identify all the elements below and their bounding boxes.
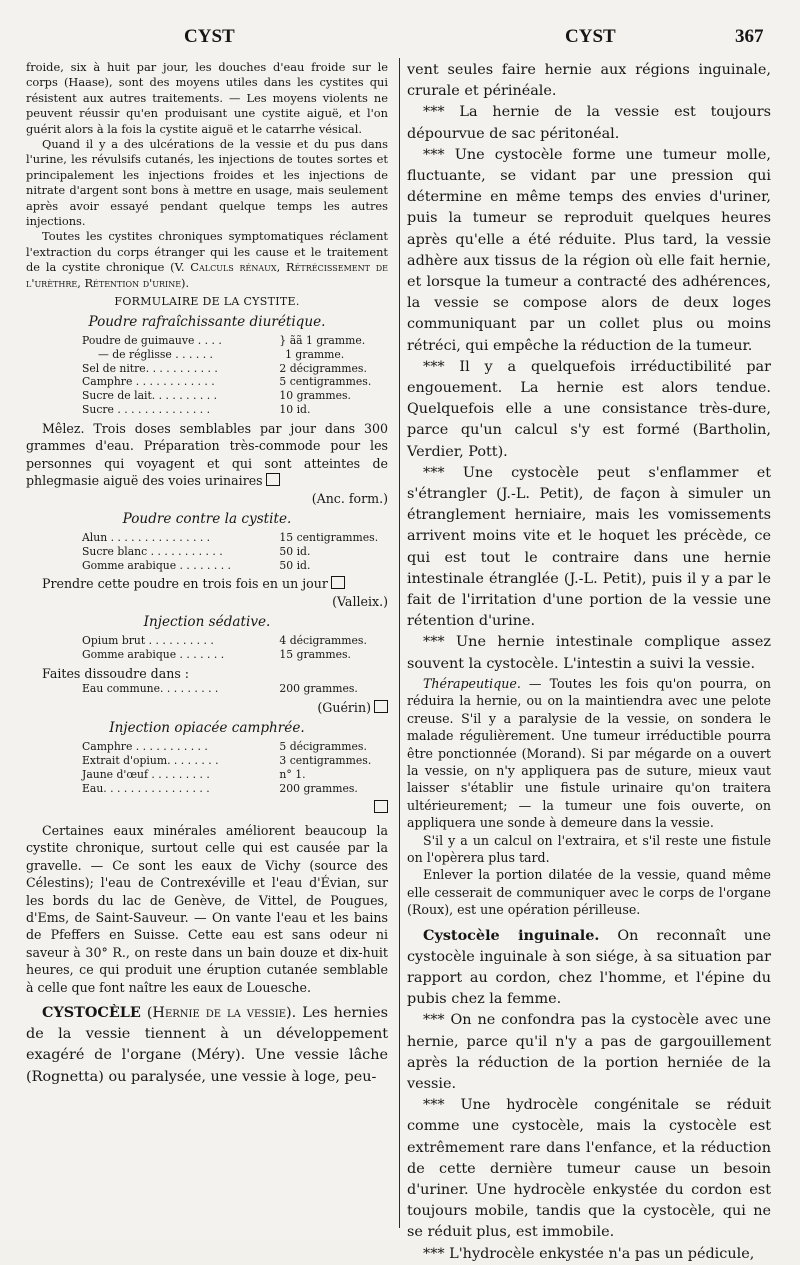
paragraph: *** La hernie de la vessie est toujours dépourvue de sac péritonéal. bbox=[407, 104, 771, 142]
ingredient-qty: 5 centigrammes. bbox=[279, 375, 372, 389]
recipe-source: (Anc. form.) bbox=[311, 490, 388, 506]
source-text: (Guérin) bbox=[317, 699, 371, 715]
paragraph: S'il y a un calcul on l'extraira, et s'il reste une fistule on l'opèrera plus tard. bbox=[407, 832, 771, 865]
running-head-left: CYST bbox=[184, 26, 235, 47]
recipe-instructions bbox=[26, 420, 388, 490]
therapeutic-text: — Toutes les fois qu'on pourra, on réduira la hernie, ou on la maintiendra avec une pelote creuse. S'il y a paralysie de la vessie, on sondera le malade régulièrement. Une tumeur irréductible pourra être ponctionnée (Morand). Si par mégarde on a ouvert la vessie, on n'y appliquera pas de suture, mieux vaut laisser s'établir une fistule urinaire qu'on traitera ultérieurement; — la tumeur une fois ouverte, on appliquera une sonde à demeure dans la vessie. bbox=[407, 675, 771, 831]
ingredient-row bbox=[82, 559, 388, 573]
ingredient-qty: 50 id. bbox=[279, 544, 311, 558]
ingredient-row bbox=[82, 403, 388, 417]
box-symbol-icon bbox=[266, 473, 280, 486]
ingredient-name: Sucre blanc . . . . . . . . . . . bbox=[82, 544, 223, 558]
ingredient-name: Extrait d'opium. . . . . . . . bbox=[82, 754, 219, 768]
ingredient-name: Opium brut . . . . . . . . . . bbox=[82, 634, 214, 648]
ingredient-qty: 5 décigrammes. bbox=[279, 740, 367, 754]
ingredient-name: Sucre de lait. . . . . . . . . . bbox=[82, 389, 218, 403]
entry-subtitle: (Hernie de la vessie). bbox=[146, 1004, 297, 1021]
ingredient-qty: 15 centigrammes. bbox=[279, 530, 379, 544]
column-divider bbox=[399, 58, 400, 1228]
recipe-end-mark bbox=[26, 799, 388, 816]
recipe-source: (Valleix.) bbox=[332, 593, 388, 609]
recipe-ingredients bbox=[82, 531, 388, 572]
instructions-text: Mêlez. Trois doses semblables par jour dans 300 grammes d'eau. Préparation très-commode pour les personnes qui voyagent et qui sont atteintes de phlegmasie aiguë des voies urinaires bbox=[26, 420, 388, 489]
instructions-text: Prendre cette poudre en trois fois en un jour bbox=[42, 576, 328, 592]
ingredient-name: Eau commune. . . . . . . . . bbox=[82, 682, 219, 696]
box-symbol-icon bbox=[374, 700, 388, 713]
ingredient-qty: } ãã 1 gramme. bbox=[279, 334, 366, 348]
cross-reference: V. Calculs rénaux, Rétrécissement de l'urèthre, Rétention d'urine bbox=[26, 260, 388, 290]
paragraph: *** Une hernie intestinale complique assez souvent la cystocèle. L'intestin a suivi la vessie. bbox=[407, 634, 771, 672]
ingredient-qty: 1 gramme. bbox=[285, 347, 345, 361]
ingredient-qty: 4 décigrammes. bbox=[279, 634, 367, 648]
ingredient-row bbox=[82, 362, 388, 376]
ingredient-row bbox=[82, 648, 388, 662]
recipe-source bbox=[26, 699, 388, 716]
paragraph: Certaines eaux minérales améliorent beaucoup la cystite chronique, surtout celle qui est causée par la gravelle. — Ce sont les eaux de Vichy (source des Célestins); l'eau de Contrexéville et l'eau d'Évian, sur les bords du lac de Genève, de Vittel, de Pougues, d'Ems, de Saint-Sauveur. — On vante l'eau et les bains de Pfeffers en Suisse. Cette eau est sans odeur ni saveur à 30° R., on reste dans un bain douze et dix-huit heures, ce qui produit une éruption cutanée semblable à celle que font naître les eaux de Louesche. bbox=[26, 822, 388, 995]
ingredient-row bbox=[82, 334, 388, 348]
ingredient-qty: n° 1. bbox=[279, 767, 306, 781]
ingredient-name: Gomme arabique . . . . . . . . bbox=[82, 558, 231, 572]
ingredient-name: Camphre . . . . . . . . . . . . bbox=[82, 375, 215, 389]
paragraph-text: Toutes les cystites chroniques symptomatiques réclament l'extraction du corps étranger qui les cause et le traitement de la cystite chronique ( bbox=[26, 229, 388, 275]
formulary-title: FORMULAIRE DE LA CYSTITE. bbox=[114, 295, 300, 309]
ingredient-row bbox=[82, 740, 388, 754]
entry-cystocele-inguinale bbox=[407, 925, 771, 1011]
ingredient-name: — de réglisse . . . . . . bbox=[98, 347, 213, 361]
paragraph: *** Il y a quelquefois irréductibilité par engouement. La hernie est alors tendue. Quelquefois elle a une consistance très-dure, parce qu'un calcul s'y est formé (Bartholin, Verdier, Pott). bbox=[407, 358, 771, 460]
entry-headword: Cystocèle inguinale. bbox=[423, 926, 600, 944]
ingredient-row bbox=[82, 634, 388, 648]
therapeutic-paragraph bbox=[407, 675, 771, 832]
ingredient-name: Jaune d'œuf . . . . . . . . . bbox=[82, 767, 210, 781]
ingredient-name: Gomme arabique . . . . . . . bbox=[82, 647, 225, 661]
entry-text: Les hernies de la vessie tiennent à un développement exagéré de l'organe (Méry). Une vessie lâche (Rognetta) ou paralysée, une vessie à loge, peu- bbox=[26, 1004, 389, 1085]
ingredient-row bbox=[82, 682, 388, 696]
entry-cystocele bbox=[26, 1002, 388, 1088]
ingredient-qty: 10 id. bbox=[279, 403, 311, 417]
paragraph: *** Une cystocèle peut s'enflammer et s'étrangler (J.-L. Petit), de façon à simuler un étranglement herniaire, mais les vomissements arrivent moins vite et le hoquet les précède, ce qui est tout le contraire dans une hernie intestinale étranglée (J.-L. Petit), puis il y a par le fait de l'irritation d'une portion de la vessie une rétention d'urine. bbox=[407, 464, 771, 630]
ingredient-row bbox=[82, 545, 388, 559]
recipe-title: Poudre rafraîchissante diurétique. bbox=[88, 314, 326, 331]
ingredient-row bbox=[82, 375, 388, 389]
ingredient-row bbox=[82, 531, 388, 545]
recipe-title: Injection sédative. bbox=[143, 614, 271, 631]
paragraph: *** Une cystocèle forme une tumeur molle, fluctuante, se vidant par une pression qui détermine en même temps des envies d'uriner, puis la tumeur se reproduit quelques heures après qu'elle a été réduite. Plus tard, la vessie adhère aux tissus de la région où elle fait hernie, et lorsque la tumeur a contracté des adhérences, la vessie se compose alors de deux loges communiquant par un collet plus ou moins rétréci, qui empêche la réduction de la tumeur. bbox=[407, 146, 771, 354]
ingredient-name: Poudre de guimauve . . . . bbox=[82, 334, 222, 348]
paragraph: froide, six à huit par jour, les douches d'eau froide sur le corps (Haase), sont des moyens utiles dans les cystites qui résistent aux autres traitements. — Les moyens violents ne peuvent réussir qu'en produisant une cystite aiguë, et l'on guérit alors à la fois la cystite aiguë et le catarrhe vésical. bbox=[26, 60, 388, 136]
page-number: 367 bbox=[735, 26, 764, 47]
entry-text: On reconnaît une cystocèle inguinale à son siége, à sa situation par rapport au cordon, chez l'homme, et l'épine du pubis chez la femme. bbox=[407, 927, 771, 1008]
ingredient-qty: 200 grammes. bbox=[279, 781, 358, 795]
ingredient-row bbox=[82, 348, 388, 362]
paragraph: *** On ne confondra pas la cystocèle avec une hernie, parce qu'il n'y a pas de gargouillement après la réduction de la portion herniée de la vessie. bbox=[407, 1012, 771, 1092]
box-symbol-icon bbox=[331, 576, 345, 589]
ingredient-qty: 10 grammes. bbox=[279, 389, 351, 403]
recipe-instructions: Faites dissoudre dans : bbox=[42, 665, 190, 681]
paragraph: Enlever la portion dilatée de la vessie, quand même elle cesserait de communiquer avec le corps de l'organe (Roux), est une opération périlleuse. bbox=[407, 867, 771, 918]
ingredient-name: Eau. . . . . . . . . . . . . . . . bbox=[82, 781, 210, 795]
running-head-right: CYST bbox=[565, 26, 616, 47]
paragraph bbox=[26, 229, 388, 291]
ingredient-row bbox=[82, 754, 388, 768]
ingredient-name: Sel de nitre. . . . . . . . . . . bbox=[82, 361, 218, 375]
ingredient-row bbox=[82, 782, 388, 796]
recipe-title: Poudre contre la cystite. bbox=[122, 510, 292, 527]
left-column bbox=[26, 60, 388, 1228]
box-symbol-icon bbox=[374, 800, 388, 813]
recipe-ingredients bbox=[82, 634, 388, 662]
paragraph: vent seules faire hernie aux régions inguinale, crurale et périnéale. bbox=[407, 62, 771, 100]
recipe-instructions bbox=[26, 575, 388, 592]
paragraph-end: ). bbox=[181, 275, 190, 290]
paragraph: Quand il y a des ulcérations de la vessie et du pus dans l'urine, les révulsifs cutanés, les injections de toutes sortes et principalement les injections froides et les injections de nitrate d'argent sont bons à mettre en usage, mais seulement après avoir essayé pendant quelque temps les autres injections. bbox=[26, 137, 388, 229]
ingredient-qty: 3 centigrammes. bbox=[279, 754, 372, 768]
ingredient-row bbox=[82, 389, 388, 403]
recipe-ingredients bbox=[82, 334, 388, 417]
therapeutic-label: Thérapeutique. bbox=[423, 675, 521, 691]
paragraph: *** Une hydrocèle congénitale se réduit comme une cystocèle, mais la cystocèle est extrêmement rare dans l'enfance, et la réduction de cette dernière tumeur cause un besoin d'uriner. Une hydrocèle enkystée du cordon est toujours mobile, tandis que la cystocèle, qui ne se réduit plus, est immobile. bbox=[407, 1097, 771, 1241]
ingredient-name: Sucre . . . . . . . . . . . . . . bbox=[82, 403, 211, 417]
ingredient-name: Alun . . . . . . . . . . . . . . . bbox=[82, 530, 211, 544]
entry-headword: CYSTOCÈLE bbox=[42, 1003, 141, 1021]
ingredient-name: Camphre . . . . . . . . . . . bbox=[82, 740, 208, 754]
ingredient-row bbox=[82, 768, 388, 782]
recipe-ingredients bbox=[82, 740, 388, 795]
ingredient-qty: 2 décigrammes. bbox=[279, 361, 367, 375]
ingredient-qty: 50 id. bbox=[279, 558, 311, 572]
ingredient-qty: 200 grammes. bbox=[279, 682, 358, 696]
recipe-title: Injection opiacée camphrée. bbox=[109, 720, 305, 737]
recipe-ingredients bbox=[82, 682, 388, 696]
ingredient-qty: 15 grammes. bbox=[279, 647, 351, 661]
paragraph: *** L'hydrocèle enkystée n'a pas un pédicule, bbox=[423, 1245, 755, 1262]
right-column bbox=[407, 60, 771, 1262]
